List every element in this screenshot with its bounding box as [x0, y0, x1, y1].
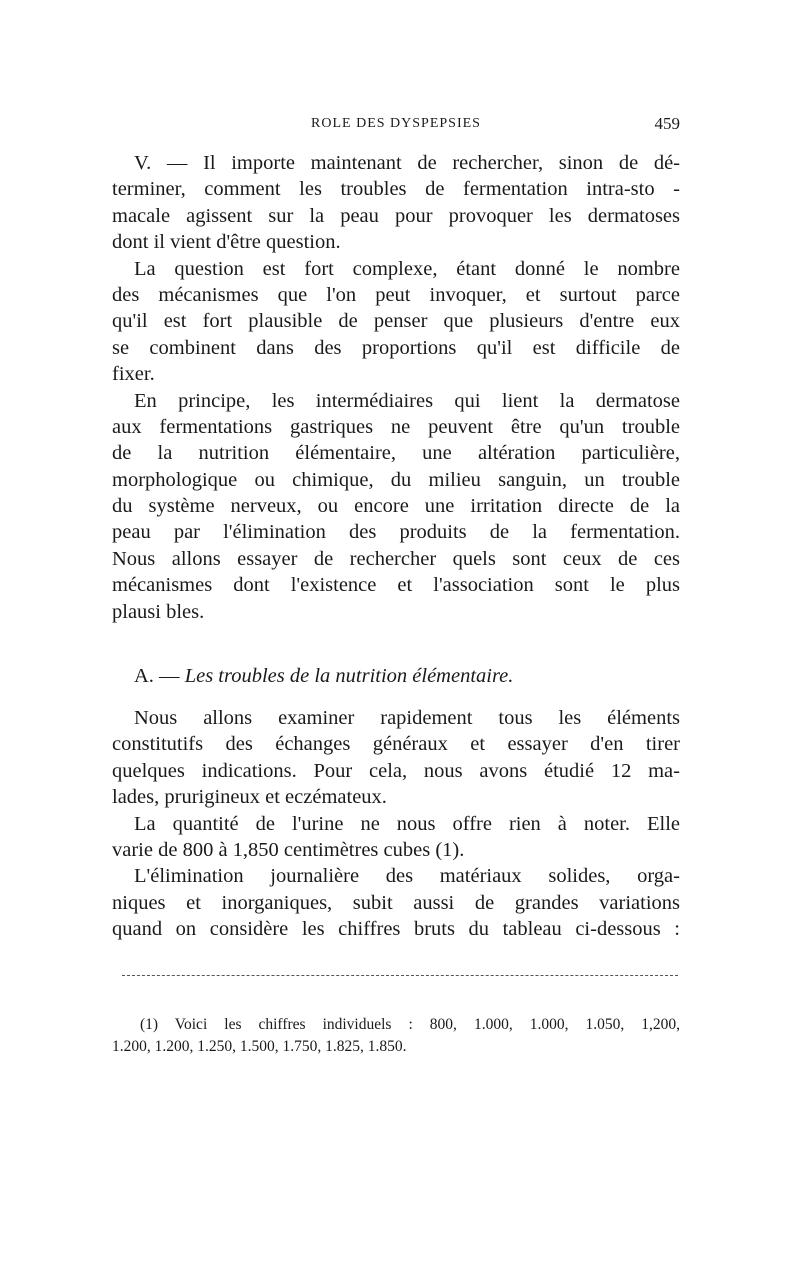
text-line: du système nerveux, ou encore une irritation directe de la: [112, 495, 680, 518]
text-line: Nous allons examiner rapidement tous les éléments: [134, 707, 680, 729]
footnote: [112, 1014, 680, 1058]
section-heading: [134, 665, 513, 688]
text-line: La quantité de l'urine ne nous offre rien à noter. Elle: [134, 812, 680, 835]
text-line: lades, prurigineux et eczémateux.: [112, 786, 387, 809]
text-line: dont il vient d'être question.: [112, 231, 341, 254]
text-line: peau par l'élimination des produits de la fermentation.: [112, 521, 680, 544]
running-title: ROLE DES DYSPEPSIES: [311, 116, 481, 131]
text-line: mécanismes dont l'existence et l'association sont le plus: [112, 574, 680, 597]
footnote-separator: [122, 975, 678, 976]
text-line: morphologique ou chimique, du milieu sanguin, un trouble: [112, 468, 680, 491]
footnote-line: (1) Voici les chiffres individuels : 800, 1.000, 1.000, 1.050, 1,200,: [140, 1016, 680, 1033]
text-line: plausi bles.: [112, 600, 205, 623]
section-heading-prefix: A. —: [134, 665, 185, 687]
page-number: 459: [654, 114, 680, 133]
footnote-line: 1.200, 1.200, 1.250, 1.500, 1.750, 1.825, 1.850.: [112, 1038, 407, 1055]
text-line: quelques indications. Pour cela, nous avons étudié 12 ma-: [112, 759, 680, 782]
running-header: [112, 116, 680, 138]
text-line: qu'il est fort plausible de penser que plusieurs d'entre eux: [112, 310, 680, 333]
text-line: terminer, comment les troubles de fermentation intra-sto -: [112, 178, 680, 201]
text-line: Nous allons essayer de rechercher quels sont ceux de ces: [112, 547, 680, 570]
text-line: se combinent dans des proportions qu'il est difficile de: [112, 336, 680, 359]
text-line: aux fermentations gastriques ne peuvent être qu'un trouble: [112, 415, 680, 438]
body-text-section-a: [112, 705, 680, 943]
text-line: des mécanismes que l'on peut invoquer, et surtout parce: [112, 283, 680, 306]
text-line: macale agissent sur la peau pour provoquer les dermatoses: [112, 204, 680, 227]
text-line: niques et inorganiques, subit aussi de grandes variations: [112, 891, 680, 914]
text-line: varie de 800 à 1,850 centimètres cubes (1).: [112, 838, 465, 861]
text-line: En principe, les intermédiaires qui lient la dermatose: [134, 389, 680, 412]
text-line: constitutifs des échanges généraux et essayer d'en tirer: [112, 733, 680, 756]
text-line: de la nutrition élémentaire, une altération particulière,: [112, 442, 680, 465]
text-line: V. — Il importe maintenant de rechercher, sinon de dé-: [134, 152, 680, 174]
section-heading-title: Les troubles de la nutrition élémentaire.: [184, 665, 514, 687]
body-text-section-v: [112, 150, 680, 625]
text-line: La question est fort complexe, étant donné le nombre: [134, 257, 680, 280]
text-line: L'élimination journalière des matériaux solides, orga-: [134, 865, 680, 888]
text-line: fixer.: [112, 363, 155, 386]
text-line: quand on considère les chiffres bruts du tableau ci-dessous :: [112, 918, 680, 941]
